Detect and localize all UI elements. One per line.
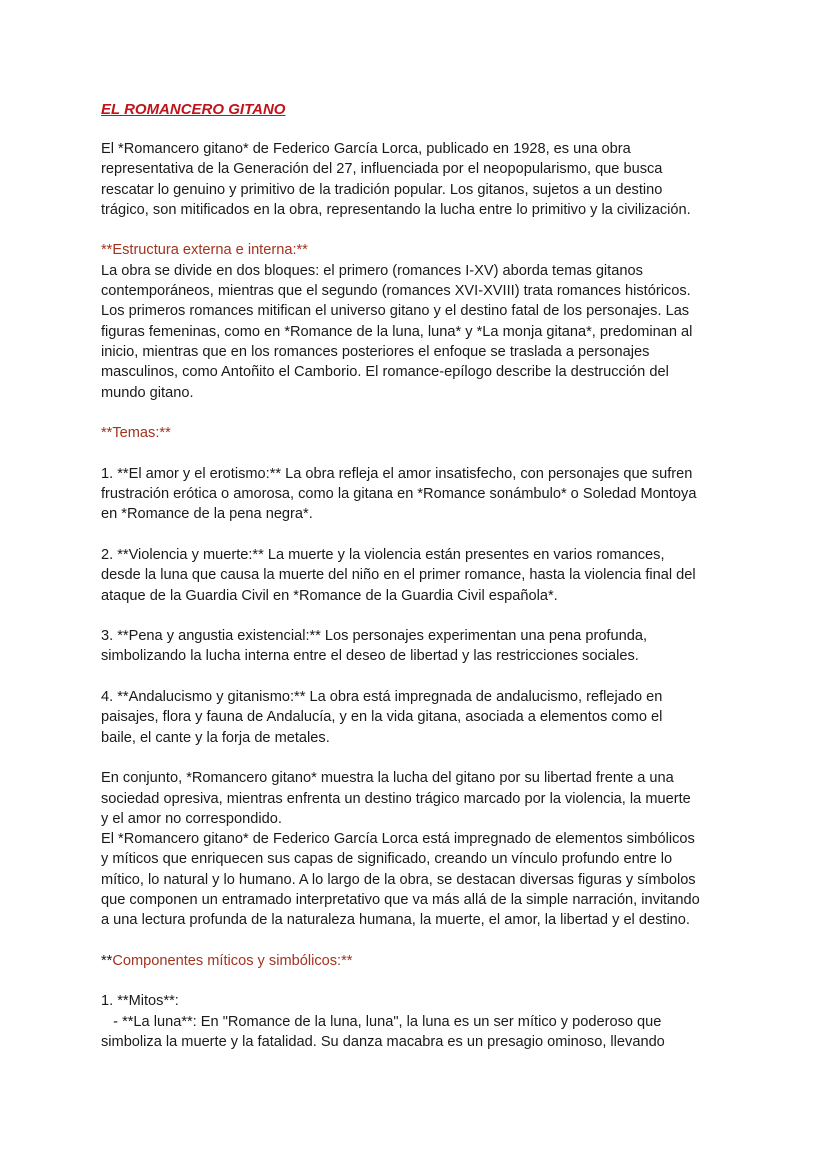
text-line: frustración erótica o amorosa, como la gitana en *Romance sonámbulo* o Soledad Montoya xyxy=(101,486,697,503)
text-line: representativa de la Generación del 27, influenciada por el neopopularismo, que busca xyxy=(101,161,663,178)
text-line: inicio, mientras que en los romances posteriores el enfoque se traslada a personajes xyxy=(101,343,650,360)
text-line: a una lectura profunda de la naturaleza humana, la muerte, el amor, la libertad y el destino. xyxy=(101,912,690,929)
text-line: trágico, son mitificados en la obra, representando la lucha entre lo primitivo y la civilización. xyxy=(101,201,691,218)
text-line: 3. **Pena y angustia existencial:** Los personajes experimentan una pena profunda, xyxy=(101,628,648,645)
text-line: sociedad opresiva, mientras enfrenta un destino trágico marcado por la violencia, la muerte xyxy=(101,790,691,807)
tema-item-1 xyxy=(101,464,741,525)
text-line: 2. **Violencia y muerte:** La muerte y la violencia están presentes en varios romances, xyxy=(101,546,665,563)
document-page xyxy=(101,99,741,1052)
text-line: masculinos, como Antoñito el Camborio. El romance-epílogo describe la destrucción del xyxy=(101,364,669,381)
text-line: contemporáneos, mientras que el segundo (romances XVI-XVIII) trata romances históricos. xyxy=(101,283,691,300)
text-line: simboliza la muerte y la fatalidad. Su danza macabra es un presagio ominoso, llevando xyxy=(101,1034,665,1051)
text-line: paisajes, flora y fauna de Andalucía, y en la vida gitana, asociada a elementos como el xyxy=(101,709,663,726)
tema-item-4 xyxy=(101,687,741,748)
text-line: ataque de la Guardia Civil en *Romance de la Guardia Civil española*. xyxy=(101,587,558,604)
section-heading-temas: **Temas:** xyxy=(101,425,171,442)
text-line: - **La luna**: En "Romance de la luna, luna", la luna es un ser mítico y poderoso que xyxy=(101,1013,662,1030)
heading-text: Componentes míticos y simbólicos:** xyxy=(112,952,353,969)
text-line: 1. **Mitos**: xyxy=(101,993,179,1010)
estructura-paragraph xyxy=(101,261,741,403)
text-line: figuras femeninas, como en *Romance de la luna, luna* y *La monja gitana*, predominan al xyxy=(101,323,693,340)
text-line: El *Romancero gitano* de Federico García Lorca está impregnado de elementos simbólicos xyxy=(101,831,695,848)
text-line: baile, el cante y la forja de metales. xyxy=(101,729,330,746)
heading-prefix: ** xyxy=(101,952,113,969)
text-line: rescatar lo genuino y primitivo de la tradición popular. Los gitanos, sujetos a un destino xyxy=(101,181,663,198)
text-line: y el amor no correspondido. xyxy=(101,810,282,827)
section-heading-componentes xyxy=(101,951,741,971)
text-line: 1. **El amor y el erotismo:** La obra refleja el amor insatisfecho, con personajes que sufren xyxy=(101,465,693,482)
tema-item-3 xyxy=(101,626,741,667)
text-line: mundo gitano. xyxy=(101,384,194,401)
text-line: En conjunto, *Romancero gitano* muestra la lucha del gitano por su libertad frente a una xyxy=(101,770,674,787)
tema-item-2 xyxy=(101,545,741,606)
text-line: que componen un entramado interpretativo que va más allá de la simple narración, invitando xyxy=(101,891,700,908)
section-heading-estructura: **Estructura externa e interna:** xyxy=(101,242,308,259)
document-title: EL ROMANCERO GITANO xyxy=(101,101,286,118)
text-line: El *Romancero gitano* de Federico García Lorca, publicado en 1928, es una obra xyxy=(101,141,631,157)
intro-paragraph xyxy=(101,139,741,220)
text-line: 4. **Andalucismo y gitanismo:** La obra está impregnada de andalucismo, reflejado en xyxy=(101,689,663,706)
conclusion-paragraph xyxy=(101,768,741,930)
text-line: Los primeros romances mitifican el universo gitano y el destino fatal de los personajes. Las xyxy=(101,303,690,320)
text-line: en *Romance de la pena negra*. xyxy=(101,506,313,523)
text-line: simbolizando la lucha interna entre el deseo de libertad y las restricciones sociales. xyxy=(101,648,639,665)
text-line: y míticos que enriquecen sus capas de significado, creando un vínculo profundo entre lo xyxy=(101,851,673,868)
mitos-section xyxy=(101,991,741,1052)
text-line: desde la luna que causa la muerte del niño en el primer romance, hasta la violencia final del xyxy=(101,567,696,584)
text-line: mítico, lo natural y lo humano. A lo largo de la obra, se destacan diversas figuras y símbolos xyxy=(101,871,696,888)
text-line: La obra se divide en dos bloques: el primero (romances I-XV) aborda temas gitanos xyxy=(101,262,643,279)
